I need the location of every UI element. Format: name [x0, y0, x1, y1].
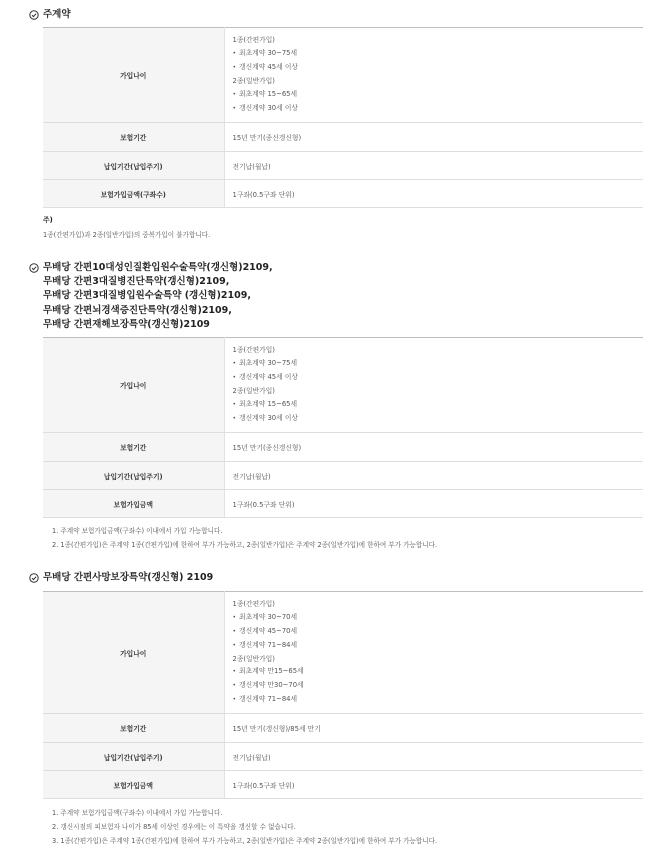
- note-line: 2. 1종(간편가입)은 주계약 1종(간편가입)에 한하여 부가 가능하고, 2종(일반가입)은 주계약 2종(일반가입)에 한하여 부가 가능합니다.: [52, 541, 438, 549]
- period-label: 보험기간: [43, 433, 224, 462]
- table-row: [43, 592, 643, 714]
- note-heading: 주): [43, 216, 53, 224]
- table-row: [43, 714, 643, 743]
- period-value: 15년 만기(종신갱신형): [224, 433, 643, 462]
- section3-table: [43, 591, 643, 799]
- age-line: 1종(간편가입): [232, 36, 275, 45]
- age-line: • 갱신계약 30세 이상: [233, 412, 644, 426]
- table-row: [43, 123, 643, 152]
- age-line: • 최초계약 15~65세: [233, 88, 644, 102]
- table-row: [43, 462, 643, 490]
- note-line: 3. 1종(간편가입)은 주계약 1종(간편가입)에 한하여 부가 가능하고, 2종(일반가입)은 주계약 2종(일반가입)에 한하여 부가 가능합니다.: [52, 837, 438, 845]
- table-row: [43, 28, 643, 123]
- section2-title-line: 무배당 간편3대질병진단특약(갱신형)2109,: [43, 276, 230, 288]
- amount-label: 보험가입금액: [43, 490, 224, 518]
- amount-value: 1구좌(0.5구좌 단위): [224, 771, 643, 799]
- table-row: [43, 433, 643, 462]
- check-circle-icon: [29, 573, 39, 583]
- amount-label: 보험가입금액(구좌수): [43, 180, 224, 208]
- age-line: 1종(간편가입): [232, 599, 275, 608]
- age-line: • 갱신계약 만30~70세: [233, 679, 644, 693]
- check-circle-icon: [29, 10, 39, 20]
- table-row: [43, 338, 643, 433]
- section2-title-line: 무배당 간편3대질병입원수술특약 (갱신형)2109,: [43, 290, 251, 302]
- payment-label: 납입기간(납입주기): [43, 462, 224, 490]
- age-line: • 최초계약 30~75세: [233, 357, 644, 371]
- age-line: • 최초계약 30~75세: [233, 47, 644, 61]
- section2-title-line: 무배당 간편뇌경색증진단특약(갱신형)2109,: [43, 304, 232, 316]
- table-row: [43, 743, 643, 771]
- period-value: 15년 만기(종신갱신형): [224, 123, 643, 152]
- age-line: • 갱신계약 30세 이상: [233, 102, 644, 116]
- payment-label: 납입기간(납입주기): [43, 743, 224, 771]
- age-line: • 최초계약 15~65세: [233, 398, 644, 412]
- age-line: • 최초계약 30~70세: [233, 611, 644, 625]
- section2-table: [43, 337, 643, 518]
- section1-table: [43, 27, 643, 208]
- section2-title: [43, 261, 273, 332]
- age-line: • 최초계약 만15~65세: [233, 665, 644, 679]
- period-value: 15년 만기(갱신형)/85세 만기: [224, 714, 643, 743]
- section3-title-line: 무배당 간편사망보장특약(갱신형) 2109: [43, 572, 214, 583]
- table-row: [43, 152, 643, 180]
- check-circle-icon: [29, 263, 39, 273]
- payment-value: 전기납(월납): [224, 743, 643, 771]
- period-label: 보험기간: [43, 123, 224, 152]
- age-line: 2종(일반가입): [232, 654, 275, 663]
- amount-label: 보험가입금액: [43, 771, 224, 799]
- age-line: 2종(일반가입): [232, 77, 275, 85]
- note-line: 2. 갱신시점의 피보험자 나이가 85세 이상인 경우에는 이 특약을 갱신할 수 없습니다.: [52, 823, 296, 831]
- payment-value: 전기납(월납): [224, 152, 643, 180]
- age-line: • 갱신계약 71~84세: [233, 693, 644, 707]
- age-value: [224, 28, 643, 123]
- note-line: 1. 주계약 보험가입금액(구좌수) 이내에서 가입 가능합니다.: [52, 527, 223, 535]
- period-label: 보험기간: [43, 714, 224, 743]
- table-row: [43, 490, 643, 518]
- amount-value: 1구좌(0.5구좌 단위): [224, 180, 643, 208]
- age-line: • 갱신계약 45~70세: [233, 625, 644, 639]
- age-value: [224, 592, 643, 714]
- section2-title-line: 무배당 간편재해보장특약(갱신형)2109: [43, 318, 210, 330]
- section1-title: [43, 8, 71, 22]
- age-value: [224, 338, 643, 433]
- note-line: 1종(간편가입)과 2종(일반가입)의 중복가입이 불가합니다.: [43, 231, 211, 239]
- payment-value: 전기납(월납): [224, 462, 643, 490]
- age-line: 2종(일반가입): [232, 387, 275, 395]
- age-line: • 갱신계약 45세 이상: [233, 371, 644, 385]
- table-row: [43, 180, 643, 208]
- age-label: 가입나이: [43, 28, 224, 123]
- age-line: 1종(간편가입): [232, 346, 275, 355]
- section3-title: [43, 571, 213, 585]
- age-line: • 갱신계약 45세 이상: [233, 61, 644, 75]
- note-line: 1. 주계약 보험가입금액(구좌수) 이내에서 가입 가능합니다.: [52, 809, 223, 817]
- payment-label: 납입기간(납입주기): [43, 152, 224, 180]
- age-label: 가입나이: [43, 592, 224, 714]
- section2-title-line: 무배당 간편10대성인질환입원수술특약(갱신형)2109,: [43, 262, 273, 273]
- amount-value: 1구좌(0.5구좌 단위): [224, 490, 643, 518]
- age-label: 가입나이: [43, 338, 224, 433]
- table-row: [43, 771, 643, 799]
- section1-title-line: 주계약: [43, 9, 71, 20]
- age-line: • 갱신계약 71~84세: [233, 639, 644, 653]
